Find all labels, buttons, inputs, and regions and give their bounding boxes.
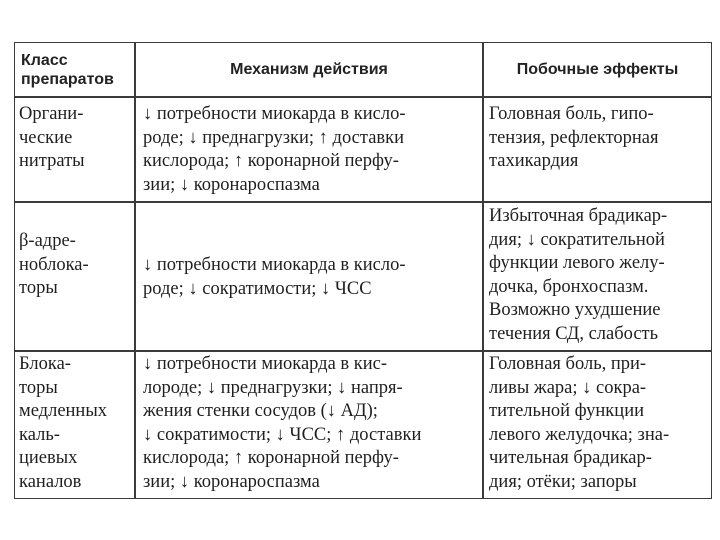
row1-class [19,103,133,174]
mechanism-line: ↓ потребности миокарда в кисло- [143,255,406,275]
mechanism-line: ↓ сократимости; ↓ ЧСС; ↑ доставки [143,424,422,445]
drug-table [14,42,712,499]
mechanism-line: кислорода; ↑ коронарной перфу- [143,151,399,172]
mechanism-line: зии; ↓ коронароспазма [143,174,320,195]
row3-side-effects [489,353,709,495]
effects-line: тахикардия [489,151,579,172]
class-line: нитраты [19,151,85,172]
mechanism-line: лороде; ↓ преднагрузки; ↓ напря- [143,377,403,398]
mechanism-line: ↓ потребности миокарда в кис- [143,354,388,374]
effects-line: Избыточная брадикар- [489,206,668,226]
class-line: каль- [19,424,60,445]
effects-line: ливы жара; ↓ сокра- [489,377,647,398]
header-side-effects [484,43,711,96]
mechanism-line: жения стенки сосудов (↓ АД); [143,401,378,422]
effects-line: течения СД, слабость [489,323,659,344]
column-divider [134,43,136,498]
header-side-effects-label: Побочные эффекты [516,61,679,78]
class-line: ческие [19,127,73,148]
class-line: Блока- [19,354,71,374]
header-mechanism-label: Механизм действия [230,61,388,78]
effects-line: Возможно ухудшение [489,300,661,321]
class-line: торы [19,278,58,299]
effects-line: левого желудочка; зна- [489,424,670,445]
effects-line: тензия, рефлекторная [489,127,659,148]
class-line: циевых [19,448,78,469]
row-divider [15,96,711,98]
mechanism-line: кислорода; ↑ коронарной перфу- [143,448,399,469]
mechanism-line: зии; ↓ коронароспазма [143,471,320,492]
row1-side-effects [489,103,709,174]
row2-mechanism [143,254,477,301]
effects-line: функции левого желу- [489,253,665,274]
column-divider [482,43,484,498]
row3-class [19,353,133,495]
effects-line: Головная боль, при- [489,354,647,374]
effects-line: чительная брадикар- [489,448,652,469]
row2-class [19,230,133,301]
effects-line: дия; ↓ сократительной [489,229,665,250]
header-class-line: Класс [21,51,68,69]
class-line: торы [19,377,58,398]
row3-mechanism [143,353,477,495]
mechanism-line: роде; ↓ сократимости; ↓ ЧСС [143,278,372,299]
header-class [15,43,134,96]
effects-line: тительной функции [489,401,644,422]
effects-line: Головная боль, гипо- [489,104,654,124]
header-class-line: препаратов [21,70,114,88]
class-line: каналов [19,471,82,492]
effects-line: дия; отёки; запоры [489,471,637,492]
class-line: β-адре- [19,231,76,251]
class-line: Органи- [19,104,84,124]
effects-line: дочка, бронхоспазм. [489,276,649,297]
row1-mechanism [143,103,477,197]
class-line: медленных [19,401,108,422]
mechanism-line: ↓ потребности миокарда в кисло- [143,104,406,124]
row-divider [15,350,711,352]
class-line: ноблока- [19,254,89,275]
mechanism-line: роде; ↓ преднагрузки; ↑ доставки [143,127,405,148]
header-mechanism [136,43,482,96]
row2-side-effects [489,205,709,347]
row-divider [15,201,711,203]
